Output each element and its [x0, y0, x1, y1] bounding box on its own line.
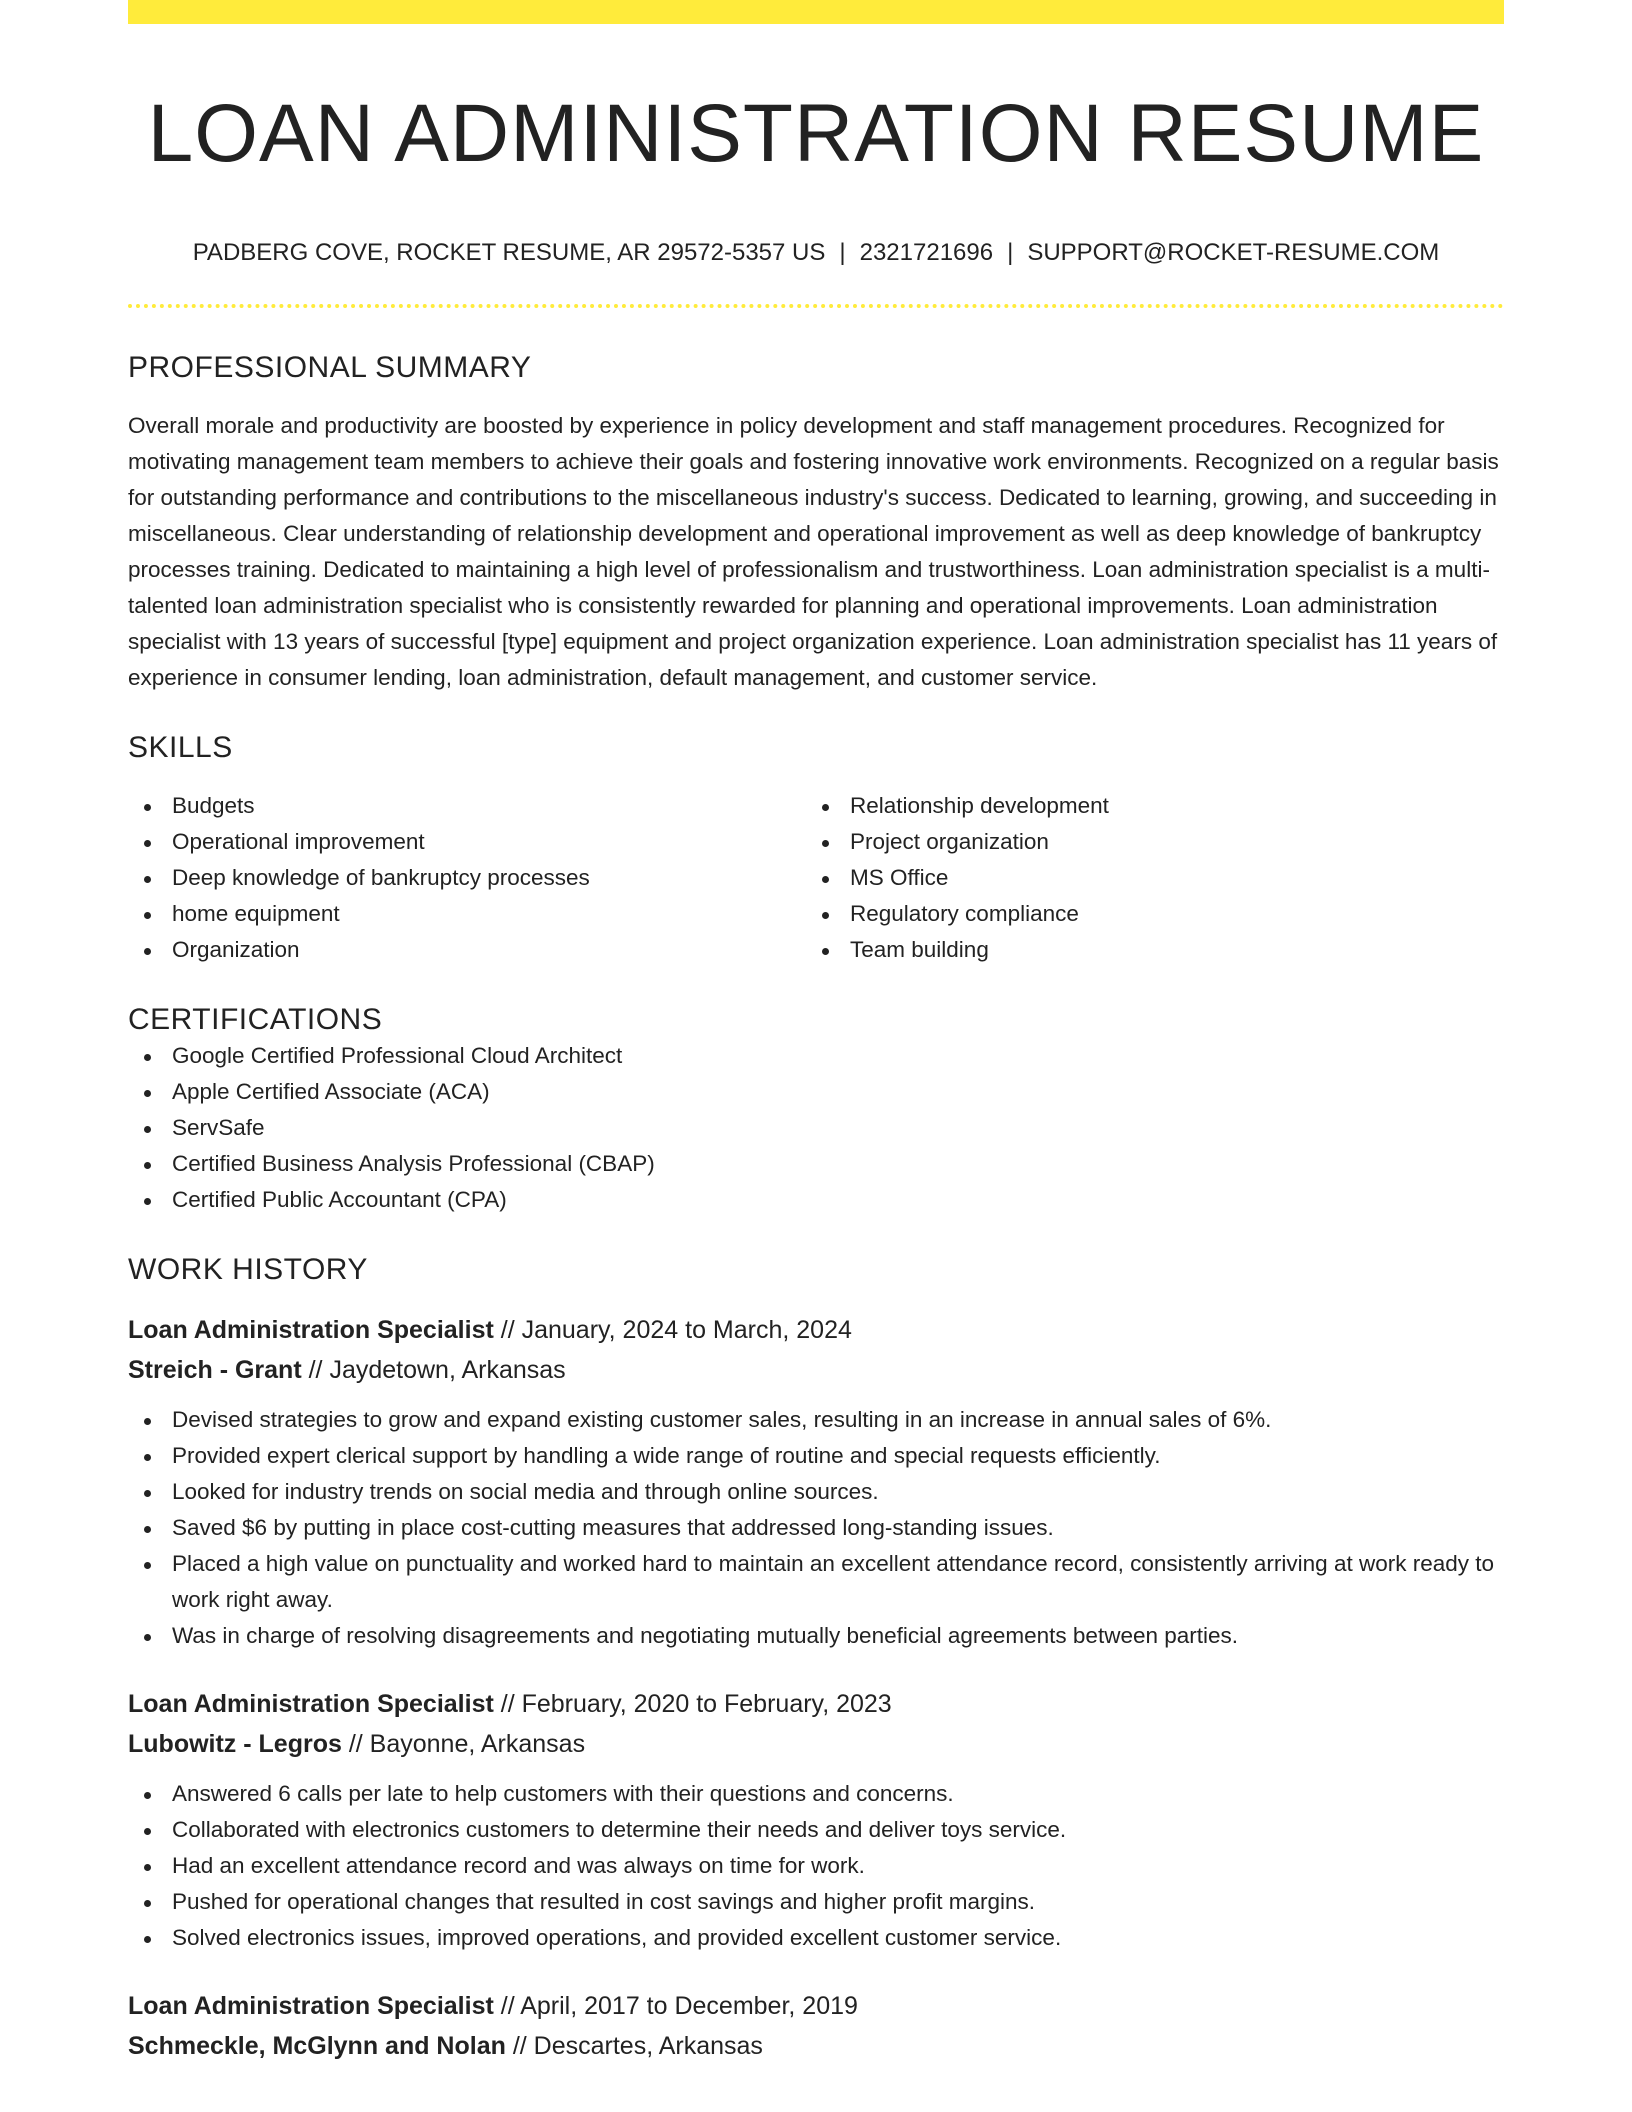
job-company: Schmeckle, McGlynn and Nolan [128, 2032, 506, 2060]
job-role: Loan Administration Specialist [128, 1992, 494, 2020]
job-bullets [128, 1776, 1504, 1956]
job-company-line [128, 1724, 1504, 1764]
job-dates: // April, 2017 to December, 2019 [493, 1992, 858, 2020]
job-bullet: Answered 6 calls per late to help customers with their questions and concerns. [128, 1776, 1504, 1812]
job-role-line [128, 1684, 1504, 1724]
job-bullet: Placed a high value on punctuality and worked hard to maintain an excellent attendance record, consistently arriving at work ready to work right away. [128, 1546, 1504, 1618]
job-bullets [128, 1402, 1504, 1654]
certification-item: Apple Certified Associate (ACA) [128, 1074, 1504, 1110]
certification-item: Google Certified Professional Cloud Architect [128, 1038, 1504, 1074]
job-bullet: Looked for industry trends on social media and through online sources. [128, 1474, 1504, 1510]
skill-item: MS Office [806, 860, 1484, 896]
certifications-heading: CERTIFICATIONS [128, 1003, 383, 1036]
job-role: Loan Administration Specialist [128, 1690, 494, 1718]
job-dates: // January, 2024 to March, 2024 [493, 1316, 852, 1344]
contact-email: SUPPORT@ROCKET-RESUME.COM [1027, 239, 1440, 266]
certification-item: ServSafe [128, 1110, 1504, 1146]
contact-separator: | [1007, 239, 1014, 266]
job-location: // Jaydetown, Arkansas [301, 1356, 566, 1384]
job-role-line [128, 1310, 1504, 1350]
skills-column-left [128, 788, 806, 968]
job-company: Lubowitz - Legros [128, 1730, 342, 1758]
skill-item: Regulatory compliance [806, 896, 1484, 932]
job-role: Loan Administration Specialist [128, 1316, 494, 1344]
skill-item: Organization [128, 932, 806, 968]
skill-item: Budgets [128, 788, 806, 824]
job-company-line [128, 2026, 1504, 2066]
certifications-list [128, 1038, 1504, 1218]
contact-address: PADBERG COVE, ROCKET RESUME, AR 29572-5357 US [192, 239, 826, 266]
job-bullet: Pushed for operational changes that resulted in cost savings and higher profit margins. [128, 1884, 1504, 1920]
job-entry [128, 1986, 1504, 2066]
resume-title: LOAN ADMINISTRATION RESUME [147, 88, 1485, 179]
certification-item: Certified Public Accountant (CPA) [128, 1182, 1504, 1218]
job-location: // Descartes, Arkansas [505, 2032, 763, 2060]
job-bullet: Had an excellent attendance record and was always on time for work. [128, 1848, 1504, 1884]
skill-item: Project organization [806, 824, 1484, 860]
job-bullet: Provided expert clerical support by handling a wide range of routine and special requests efficiently. [128, 1438, 1504, 1474]
job-bullet: Was in charge of resolving disagreements and negotiating mutually beneficial agreements between parties. [128, 1618, 1504, 1654]
job-bullet: Collaborated with electronics customers to determine their needs and deliver toys service. [128, 1812, 1504, 1848]
job-location: // Bayonne, Arkansas [341, 1730, 586, 1758]
job-role-line [128, 1986, 1504, 2026]
summary-text: Overall morale and productivity are boosted by experience in policy development and staff management procedures. Recognized for motivating management team members to achieve their goals and fostering innovative work environments. Recognized on a regular basis for outstanding performance and contributions to the miscellaneous industry's success. Dedicated to learning, growing, and succeeding in miscellaneous. Clear understanding of relationship development and operational improvement as well as deep knowledge of bankruptcy processes training. Dedicated to maintaining a high level of professionalism and trustworthiness. Loan administration specialist is a multi-talented loan administration specialist who is consistently rewarded for planning and operational improvements. Loan administration specialist with 13 years of successful [type] equipment and project organization experience. Loan administration specialist has 11 years of experience in consumer lending, loan administration, default management, and customer service. [128, 413, 1499, 690]
summary-heading: PROFESSIONAL SUMMARY [128, 351, 532, 384]
contact-line [128, 238, 1504, 268]
job-dates: // February, 2020 to February, 2023 [493, 1690, 892, 1718]
resume-page [128, 0, 1504, 2066]
skills-column-right [806, 788, 1484, 968]
job-bullet: Saved $6 by putting in place cost-cutting measures that addressed long-standing issues. [128, 1510, 1504, 1546]
skill-item: home equipment [128, 896, 806, 932]
job-company: Streich - Grant [128, 1356, 302, 1384]
skill-item: Deep knowledge of bankruptcy processes [128, 860, 806, 896]
skills-heading: SKILLS [128, 731, 233, 764]
skill-item: Team building [806, 932, 1484, 968]
job-entry [128, 1684, 1504, 1956]
job-entry [128, 1310, 1504, 1654]
contact-separator: | [839, 239, 846, 266]
work-history-heading: WORK HISTORY [128, 1253, 368, 1286]
skills-grid [128, 788, 1504, 968]
job-company-line [128, 1350, 1504, 1390]
job-bullet: Solved electronics issues, improved operations, and provided excellent customer service. [128, 1920, 1504, 1956]
certification-item: Certified Business Analysis Professional (CBAP) [128, 1146, 1504, 1182]
job-bullet: Devised strategies to grow and expand existing customer sales, resulting in an increase in annual sales of 6%. [128, 1402, 1504, 1438]
skill-item: Operational improvement [128, 824, 806, 860]
skill-item: Relationship development [806, 788, 1484, 824]
dotted-divider [128, 304, 1504, 308]
top-accent-bar [128, 0, 1504, 24]
contact-phone: 2321721696 [859, 239, 994, 266]
